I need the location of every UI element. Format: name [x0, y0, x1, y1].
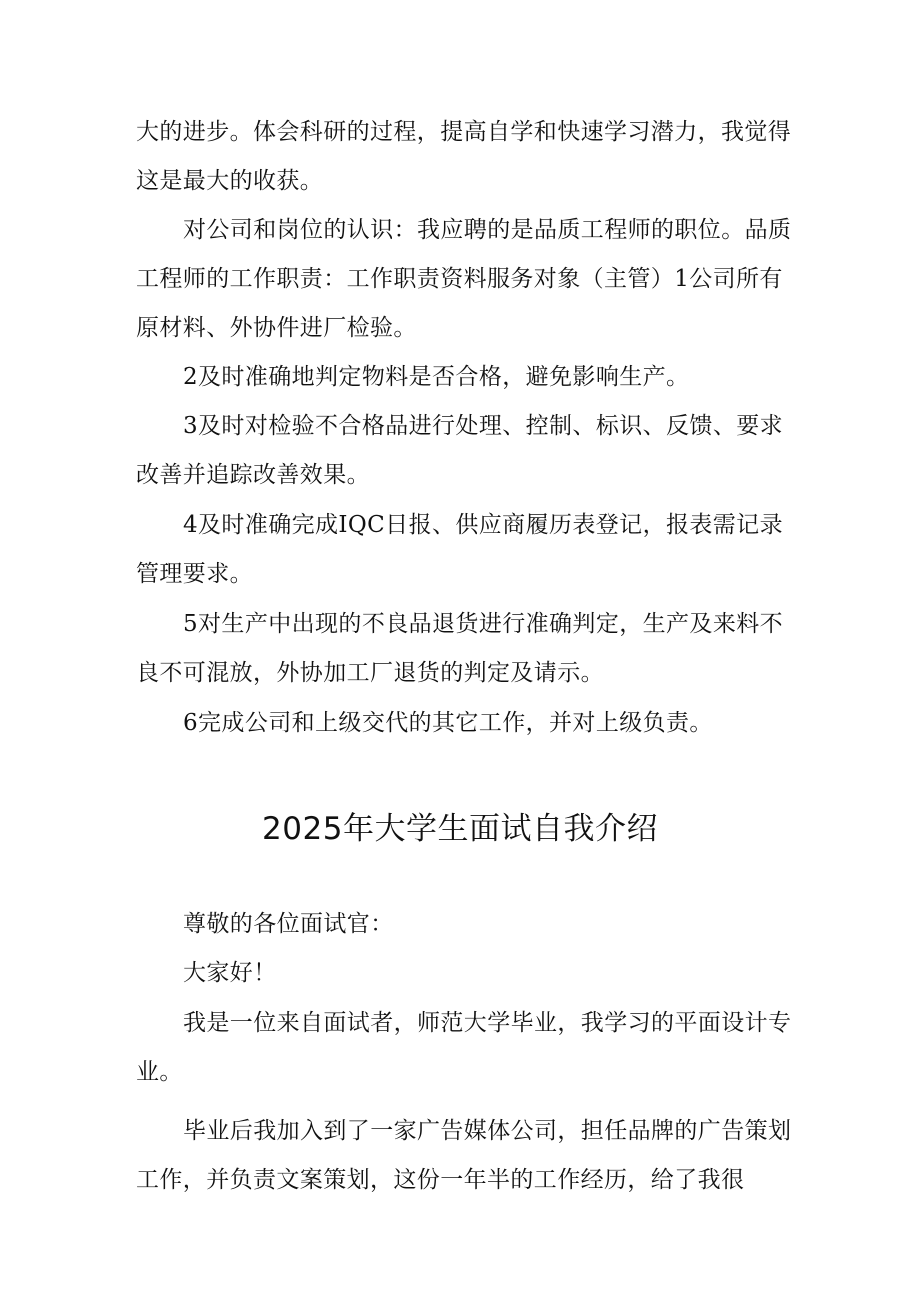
paragraph-duty-2: 2及时准确地判定物料是否合格，避免影响生产。 [183, 364, 690, 390]
paragraph-continuation: 大的进步。体会科研的过程，提高自学和快速学习潜力，我觉得这是最大的收获。 [136, 119, 792, 194]
paragraph-duty-4: 4及时准确完成IQC日报、供应商履历表登记，报表需记录管理要求。 [136, 512, 783, 587]
paragraph-job-understanding: 对公司和岗位的认识：我应聘的是品质工程师的职位。品质工程师的工作职责：工作职责资料服务对象（主管）1公司所有原材料、外协件进厂检验。 [136, 217, 792, 341]
greeting: 大家好！ [183, 960, 277, 986]
paragraph-duty-6: 6完成公司和上级交代的其它工作，并对上级负责。 [183, 710, 713, 736]
paragraph-duty-5: 5对生产中出现的不良品退货进行准确判定，生产及来料不良不可混放，外协加工厂退货的判定及请示。 [136, 611, 784, 686]
paragraph-work-experience: 毕业后我加入到了一家广告媒体公司，担任品牌的广告策划工作，并负责文案策划，这份一年半的工作经历，给了我很 [136, 1118, 792, 1193]
salutation: 尊敬的各位面试官： [183, 911, 394, 937]
paragraph-self-intro: 我是一位来自面试者，师范大学毕业，我学习的平面设计专业。 [136, 1010, 792, 1085]
paragraph-duty-3: 3及时对检验不合格品进行处理、控制、标识、反馈、要求改善并追踪改善效果。 [136, 413, 784, 488]
document-title: 2025年大学生面试自我介绍 [262, 811, 658, 847]
